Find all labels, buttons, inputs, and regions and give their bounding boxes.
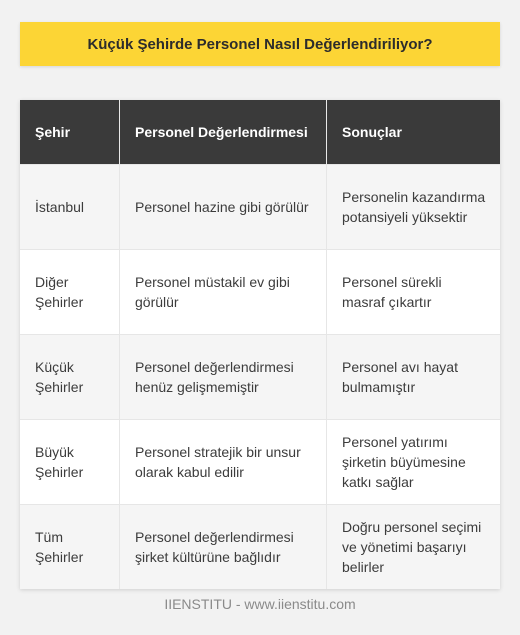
cell-evaluation: Personel değerlendirmesi henüz gelişmemiştir	[120, 334, 327, 419]
cell-evaluation: Personel stratejik bir unsur olarak kabul edilir	[120, 419, 327, 504]
page-title: Küçük Şehirde Personel Nasıl Değerlendiriliyor?	[87, 35, 433, 53]
cell-evaluation: Personel hazine gibi görülür	[120, 164, 327, 249]
cell-result: Doğru personel seçimi ve yönetimi başarıyı belirler	[327, 504, 500, 589]
column-header-city: Şehir	[20, 100, 120, 164]
cell-city: Büyük Şehirler	[20, 419, 120, 504]
cell-result: Personel sürekli masraf çıkartır	[327, 249, 500, 334]
table-row	[20, 419, 500, 504]
header-row	[20, 100, 500, 164]
column-header-evaluation: Personel Değerlendirmesi	[120, 100, 327, 164]
cell-city: Küçük Şehirler	[20, 334, 120, 419]
cell-city: Tüm Şehirler	[20, 504, 120, 589]
table-row	[20, 334, 500, 419]
cell-result: Personel avı hayat bulmamıştır	[327, 334, 500, 419]
cell-result: Personel yatırımı şirketin büyümesine katkı sağlar	[327, 419, 500, 504]
table-row	[20, 504, 500, 589]
data-table	[20, 100, 500, 589]
cell-city: Diğer Şehirler	[20, 249, 120, 334]
footer-credit: IIENSTITU - www.iienstitu.com	[164, 596, 356, 612]
table-row	[20, 164, 500, 249]
column-header-results: Sonuçlar	[327, 100, 500, 164]
cell-result: Personelin kazandırma potansiyeli yüksektir	[327, 164, 500, 249]
title-banner	[20, 22, 500, 66]
table-row	[20, 249, 500, 334]
cell-evaluation: Personel müstakil ev gibi görülür	[120, 249, 327, 334]
cell-evaluation: Personel değerlendirmesi şirket kültürüne bağlıdır	[120, 504, 327, 589]
cell-city: İstanbul	[20, 164, 120, 249]
